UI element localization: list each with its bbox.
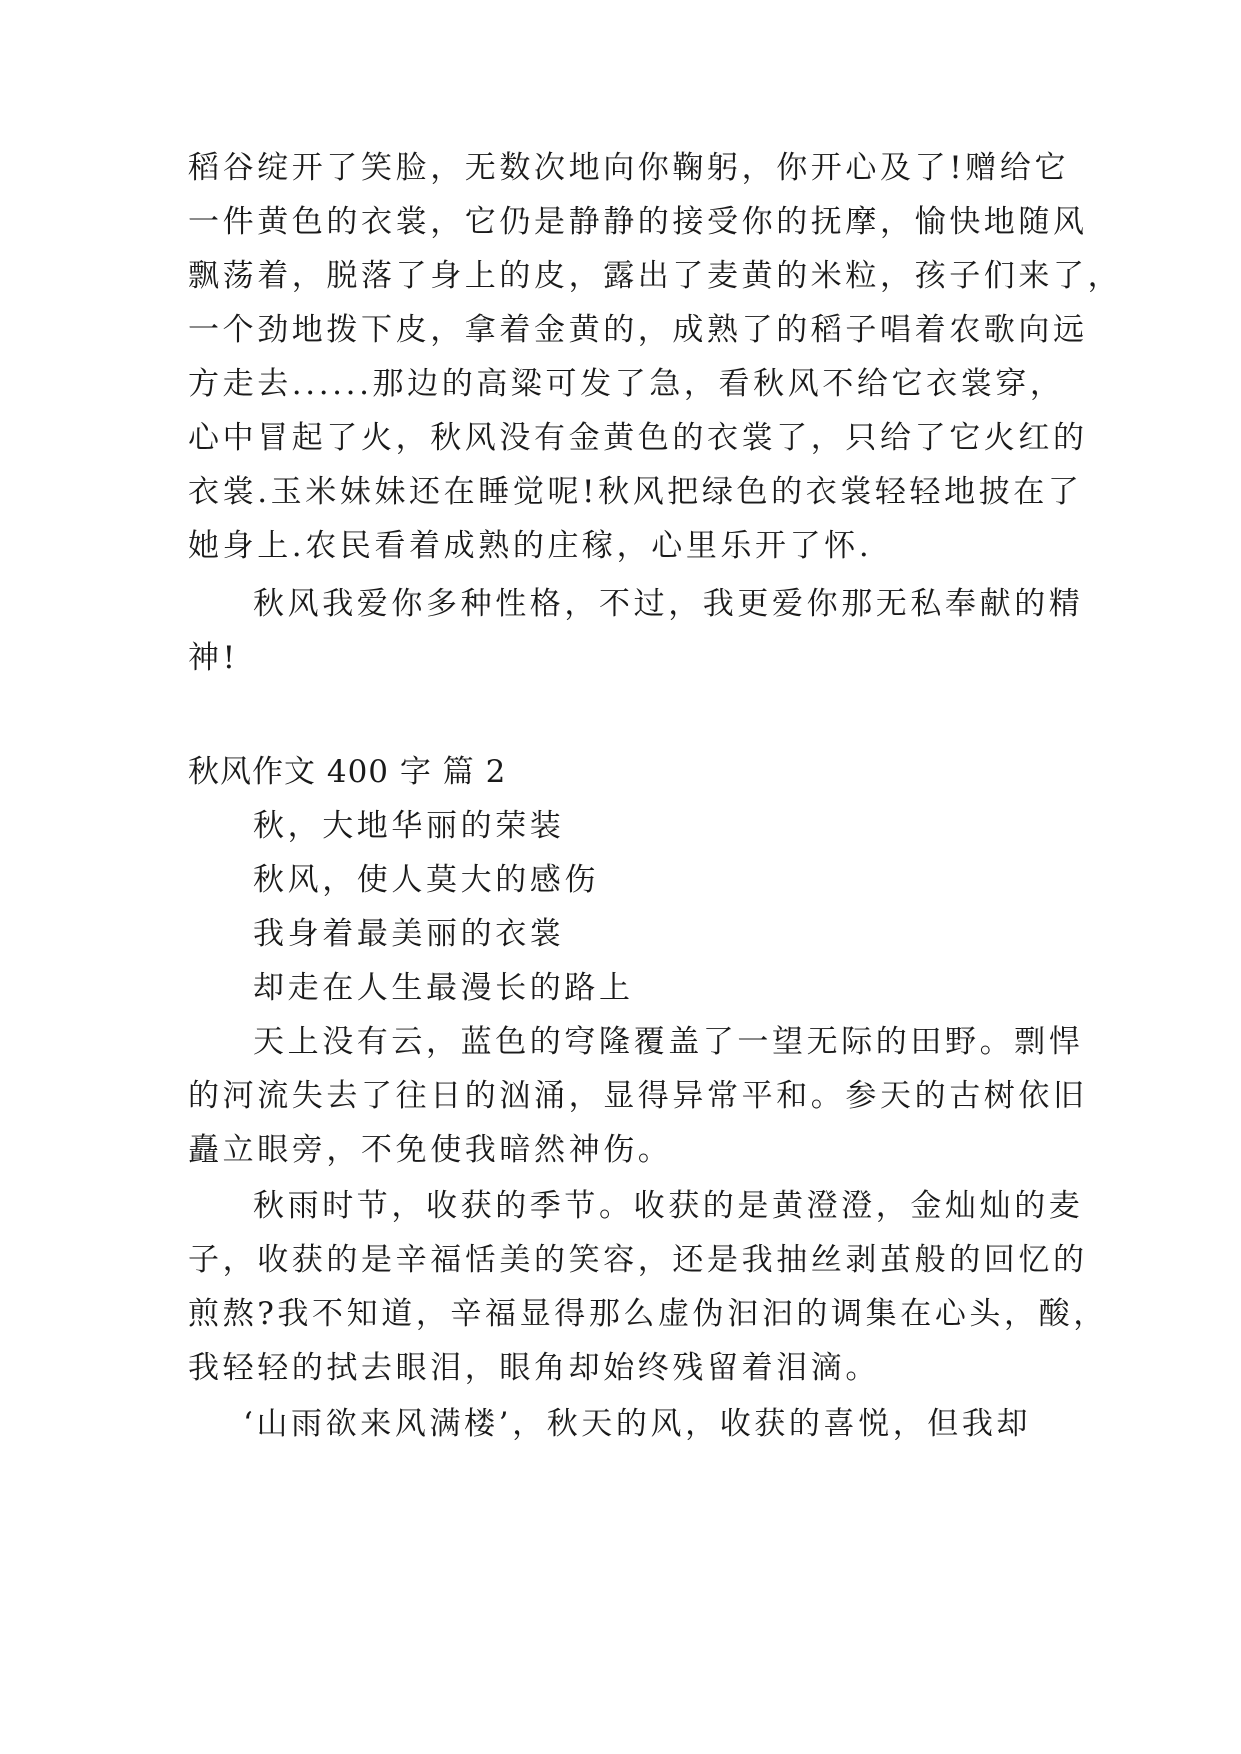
paragraph-line: 神! (188, 640, 239, 676)
paragraph-line: 飘荡着，脱落了身上的皮，露出了麦黄的米粒，孩子们来了， (188, 258, 1123, 294)
paragraph-line: 衣裳.玉米妹妹还在睡觉呢!秋风把绿色的衣裳轻轻地披在了 (188, 474, 1083, 510)
paragraph-line: 秋风我爱你多种性格，不过，我更爱你那无私奉献的精 (253, 586, 1084, 622)
section-heading: 秋风作文 400 字 篇 2 (188, 754, 507, 790)
poem-line: 秋，大地华丽的荣装 (253, 808, 565, 844)
paragraph-line: 一个劲地拨下皮，拿着金黄的，成熟了的稻子唱着农歌向远 (188, 312, 1088, 348)
paragraph-line: 心中冒起了火，秋风没有金黄色的衣裳了，只给了它火红的 (188, 420, 1088, 456)
paragraph-line: 方走去......那边的高粱可发了急，看秋风不给它衣裳穿， (188, 366, 1065, 402)
paragraph-line: 天上没有云，蓝色的穹隆覆盖了一望无际的田野。剽悍 (253, 1024, 1084, 1060)
paragraph-line: 秋雨时节，收获的季节。收获的是黄澄澄，金灿灿的麦 (253, 1188, 1084, 1224)
paragraph-line: 她身上.农民看着成熟的庄稼，心里乐开了怀. (188, 528, 873, 564)
poem-line: 却走在人生最漫长的路上 (253, 970, 634, 1006)
poem-line: 我身着最美丽的衣裳 (253, 916, 565, 952)
paragraph-line: 的河流失去了往日的汹涌，显得异常平和。参天的古树依旧 (188, 1078, 1088, 1114)
paragraph-line: 稻谷绽开了笑脸，无数次地向你鞠躬，你开心及了!赠给它 (188, 150, 1070, 186)
paragraph-line: 煎熬?我不知道，辛福显得那么虚伪汩汩的调集在心头，酸， (188, 1296, 1108, 1332)
poem-line: 秋风，使人莫大的感伤 (253, 862, 599, 898)
paragraph-line: 我轻轻的拭去眼泪，眼角却始终残留着泪滴。 (188, 1350, 880, 1386)
paragraph-line: ‘山雨欲来风满楼’，秋天的风，收获的喜悦，但我却 (243, 1406, 1032, 1442)
paragraph-line: 子，收获的是辛福恬美的笑容，还是我抽丝剥茧般的回忆的 (188, 1242, 1088, 1278)
paragraph-line: 矗立眼旁，不免使我暗然神伤。 (188, 1132, 673, 1168)
paragraph-line: 一件黄色的衣裳，它仍是静静的接受你的抚摩，愉快地随风 (188, 204, 1088, 240)
